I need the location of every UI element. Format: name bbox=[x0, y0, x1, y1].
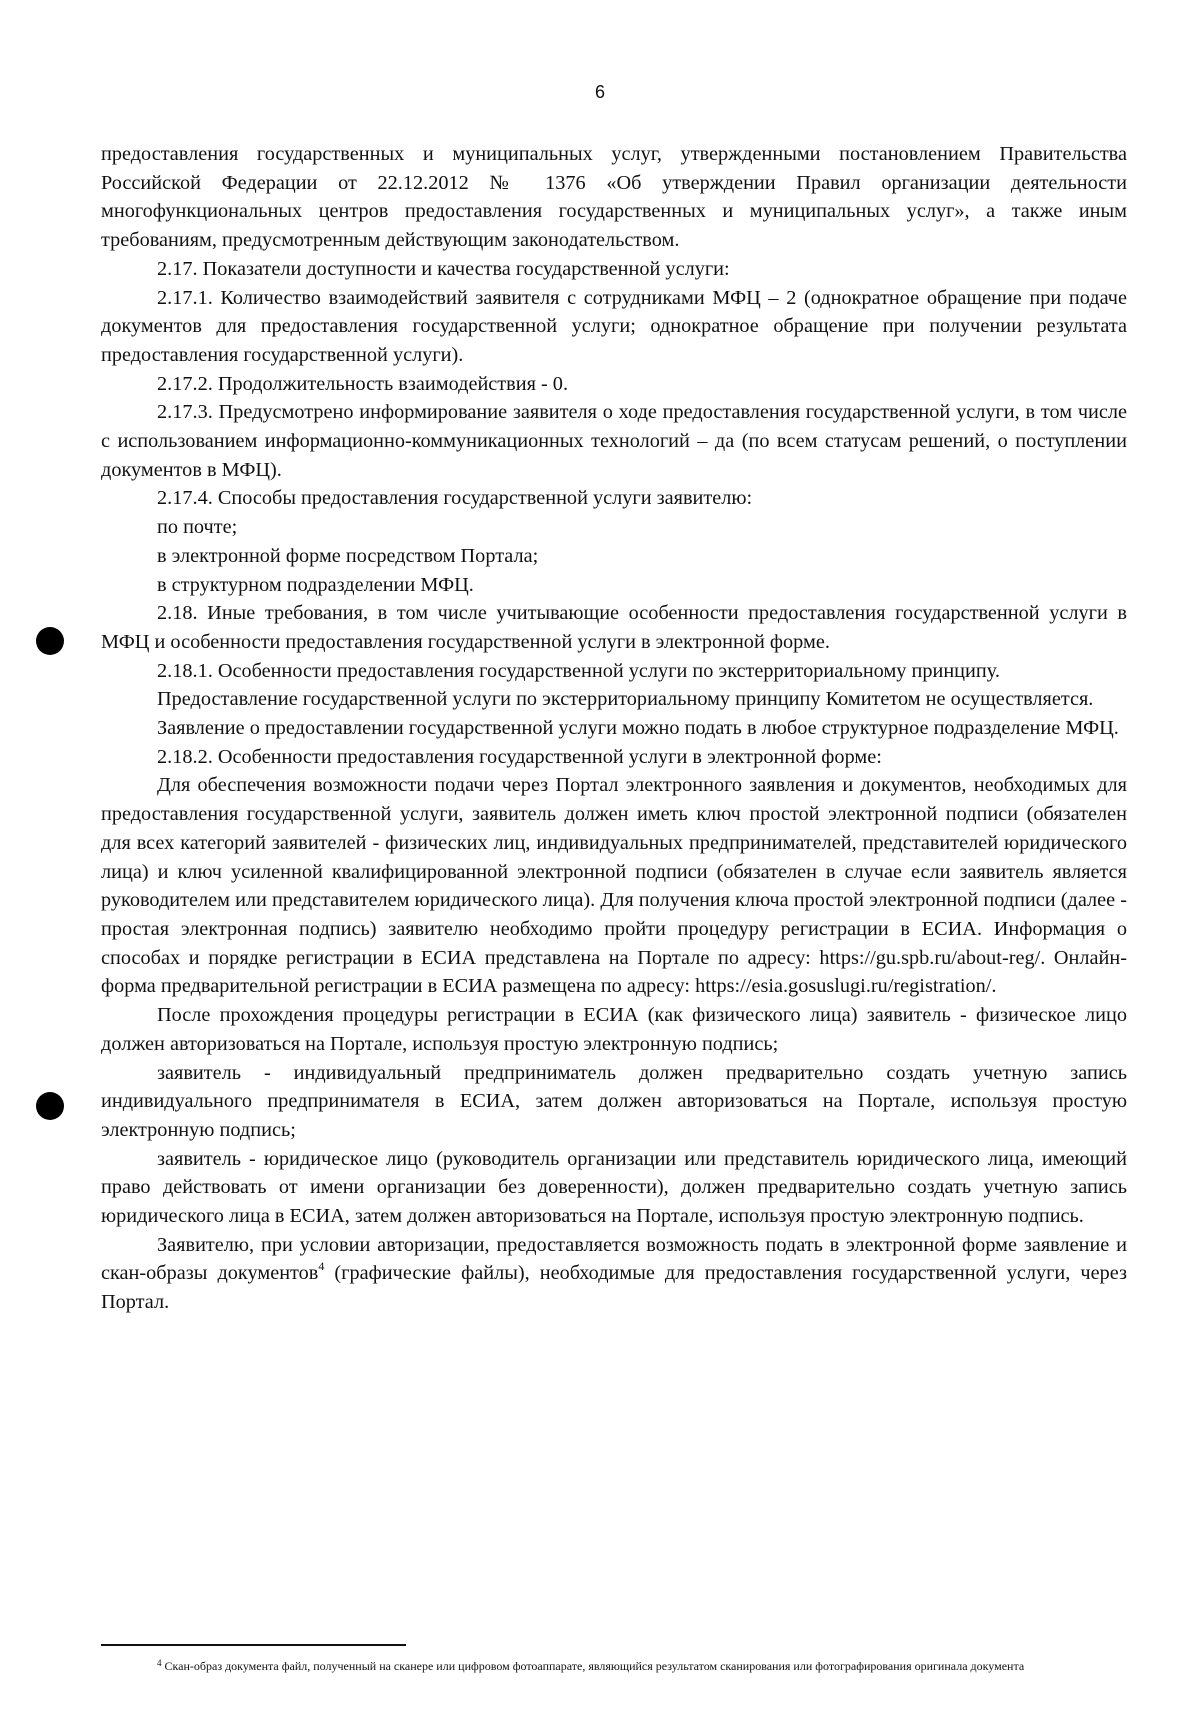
paragraph-2-18: 2.18. Иные требования, в том числе учитывающие особенности предоставления государственной услуги в МФЦ и особенности предоставления государственной услуги в электронной форме. bbox=[101, 602, 1127, 653]
page-number: 6 bbox=[594, 82, 605, 102]
footnote-separator bbox=[101, 1644, 406, 1646]
paragraph-2-17-4: 2.17.4. Способы предоставления государственной услуги заявителю: bbox=[157, 487, 753, 510]
list-item-electronic-portal: в электронной форме посредством Портала; bbox=[157, 544, 539, 567]
paragraph-scan-submission bbox=[101, 1231, 1127, 1317]
paragraph-individual-auth: После прохождения процедуры регистрации в ЕСИА (как физического лица) заявитель - физическое лицо должен авторизоваться на Портале, используя простую электронную подпись; bbox=[101, 1004, 1127, 1055]
paragraph-2-17-2: 2.17.2. Продолжительность взаимодействия - 0. bbox=[157, 372, 569, 395]
list-item-by-mail: по почте; bbox=[157, 516, 238, 539]
paragraph-electronic-signature: Для обеспечения возможности подачи через Портал электронного заявления и документов, необходимых для предоставления государственной услуги, заявитель должен иметь ключ простой электронной подписи (обязателен для всех категорий заявителей - физических лиц, индивидуальных предпринимателей, представителей юридического лица) и ключ усиленной квалифицированной электронной подписи (обязателен в случае если заявитель является руководителем или представителем юридического лица). Для получения ключа простой электронной подписи (далее - простая электронная подпись) заявителю необходимо пройти процедуру регистрации в ЕСИА. Информация о способах и порядке регистрации в ЕСИА представлена на Портале по адресу: https://gu.spb.ru/about-reg/. Онлайн-форма предварительной регистрации в ЕСИА размещена по адресу: https://esia.gosuslugi.ru/registration/. bbox=[101, 774, 1127, 998]
paragraph-legal-entity-auth: заявитель - юридическое лицо (руководитель организации или представитель юридического лица, имеющий право действовать от имени организации без доверенности), должен предварительно создать учетную запись юридического лица в ЕСИА, затем должен авторизоваться на Портале, используя простую электронную подпись. bbox=[101, 1147, 1127, 1228]
paragraph-2-17-3: 2.17.3. Предусмотрено информирование заявителя о ходе предоставления государственной услуги, в том числе с использованием информационно-коммуникационных технологий – да (по всем статусам решений, о поступлении документов в МФЦ). bbox=[101, 401, 1127, 481]
paragraph-extraterritorial: Предоставление государственной услуги по экстерриториальному принципу Комитетом не осуществляется. bbox=[157, 688, 1094, 711]
scan-submission-text-start: Заявителю, при условии авторизации, предоставляется возможность подать в электронной форме заявление и скан-образы документов bbox=[101, 1233, 1127, 1285]
binder-hole-bottom bbox=[36, 1092, 64, 1120]
list-item-mfc-subdivision: в структурном подразделении МФЦ. bbox=[157, 573, 474, 596]
footnote-text: Скан-образ документа файл, полученный на сканере или цифровом фотоаппарате, являющийся результатом сканирования или фотографирования оригинала документа bbox=[164, 1659, 1025, 1673]
binder-hole-top bbox=[36, 627, 64, 655]
paragraph-2-18-2: 2.18.2. Особенности предоставления государственной услуги в электронной форме: bbox=[157, 745, 882, 768]
paragraph-application-any-mfc: Заявление о предоставлении государственной услуги можно подать в любое структурное подразделение МФЦ. bbox=[157, 717, 1119, 740]
paragraph-2-18-1: 2.18.1. Особенности предоставления государственной услуги по экстерриториальному принципу. bbox=[157, 659, 1000, 682]
document-body bbox=[101, 140, 1127, 1317]
paragraph-2-17: 2.17. Показатели доступности и качества государственной услуги: bbox=[157, 257, 730, 280]
paragraph-2-17-1: 2.17.1. Количество взаимодействий заявителя с сотрудниками МФЦ – 2 (однократное обращение при подаче документов для предоставления государственной услуги; однократное обращение при получении результата предоставления государственной услуги). bbox=[101, 286, 1127, 366]
footnote-reference: 4 bbox=[318, 1259, 325, 1274]
scan-submission-text-end: (графические файлы), необходимые для предоставления государственной услуги, через Портал. bbox=[101, 1262, 1128, 1314]
paragraph-entrepreneur-auth: заявитель - индивидуальный предприниматель должен предварительно создать учетную запись индивидуального предпринимателя в ЕСИА, затем должен авторизоваться на Портале, используя простую электронную подпись; bbox=[101, 1061, 1127, 1141]
footnote bbox=[101, 1656, 1127, 1676]
footnote-number: 4 bbox=[157, 1658, 162, 1668]
paragraph-continuation: предоставления государственных и муниципальных услуг, утвержденными постановлением Правительства Российской Федерации от 22.12.2012 № 1376 «Об утверждении Правил организации деятельности многофункциональных центров предоставления государственных и муниципальных услуг», а также иным требованиям, предусмотренным действующим законодательством. bbox=[101, 143, 1127, 252]
